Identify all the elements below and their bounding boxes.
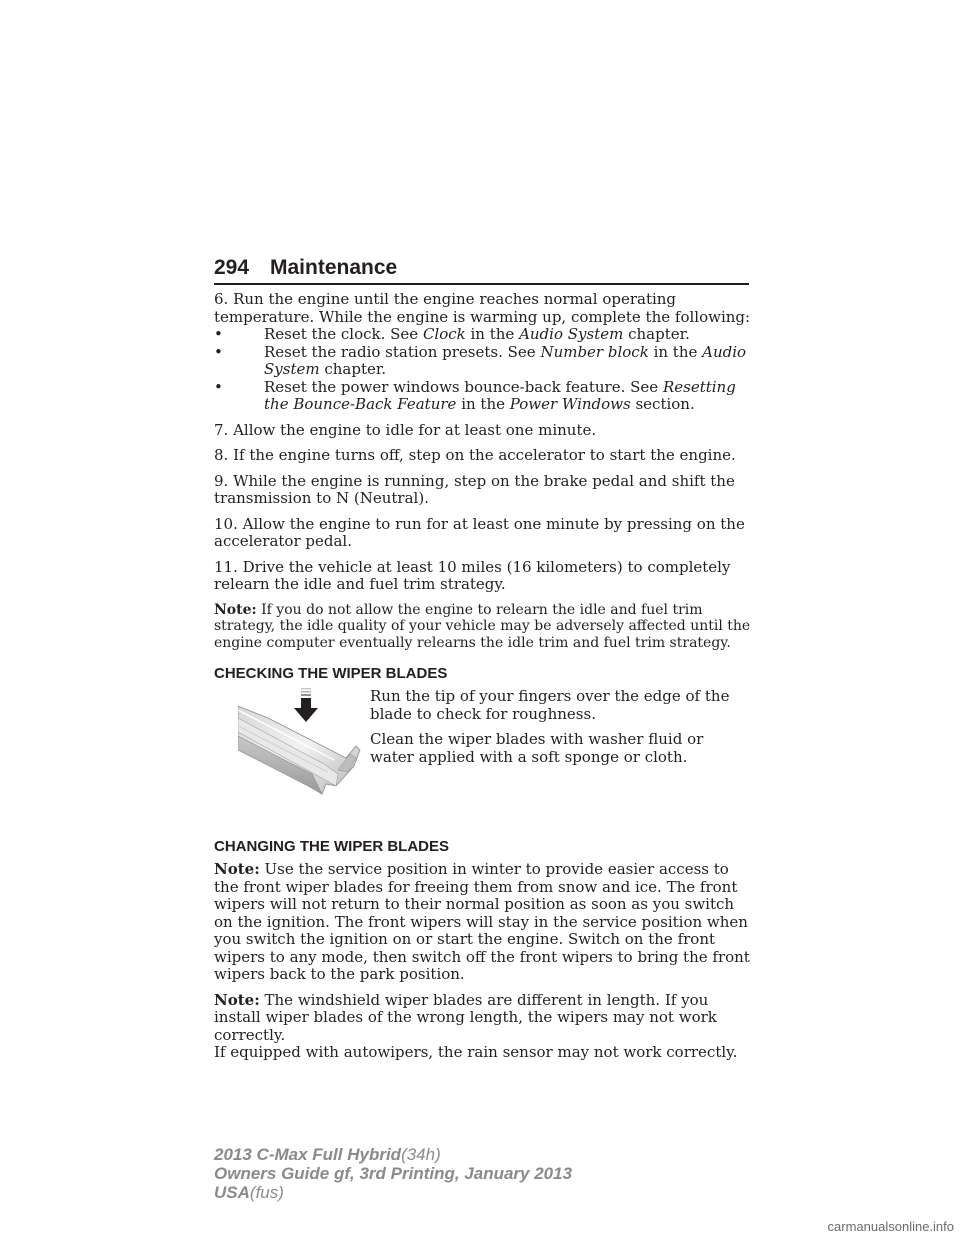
heading-changing-wiper-blades: CHANGING THE WIPER BLADES [214, 838, 450, 855]
note-label: Note: [214, 601, 257, 618]
ref-bounce-back: Resetting the Bounce-Back Feature [264, 377, 736, 413]
note-label: Note: [214, 990, 260, 1009]
header-rule [214, 283, 749, 285]
footer-line-1: 2013 C-Max Full Hybrid(34h) [214, 1145, 441, 1164]
note-service-position [214, 861, 754, 984]
note-label: Note: [214, 860, 260, 878]
footer [214, 1145, 572, 1202]
autowipers-note: If equipped with autowipers, the rain sensor may not work correctly. [214, 1043, 738, 1061]
note-blade-length [214, 992, 754, 1045]
ref-audio-system: Audio System [264, 342, 747, 378]
checking-p1: Run the tip of your fingers over the edge of the blade to check for roughness. [370, 687, 730, 723]
step-7: 7. Allow the engine to idle for at least one minute. [214, 420, 597, 439]
step-10: 10. Allow the engine to run for at least one minute by pressing on the accelerator pedal. [214, 514, 745, 550]
note-text: Use the service position in winter to provide easier access to the front wiper blades for freeing them from snow and ice. The front wipers will not return to their normal position as soon as you switch on the ignition. The front wipers will stay in the service position when you switch the ignition on or start the engine. Switch on the front wipers to any mode, then switch off the front wipers to bring the front wipers back to the park position. [214, 860, 750, 983]
page-number: 294 [214, 256, 250, 279]
bullet-dot: • [214, 377, 223, 396]
ref-number-block: Number block [540, 342, 649, 361]
step-6: 6. Run the engine until the engine reaches normal operating temperature. While the engine is warming up, complete the following: [214, 290, 751, 326]
note-text: The windshield wiper blades are different in length. If you install wiper blades of the wrong length, the wipers may not work correctly. [214, 990, 717, 1044]
step-11: 11. Drive the vehicle at least 10 miles (16 kilometers) to completely relearn the idle and fuel trim strategy. [214, 557, 731, 593]
note-text: If you do not allow the engine to relearn the idle and fuel trim strategy, the idle quality of your vehicle may be adversely affected until the engine computer eventually relearns the idle trim and fuel trim strategy. [214, 601, 751, 651]
footer-line-3: USA(fus) [214, 1183, 284, 1202]
note-relearn [214, 602, 754, 652]
ref-clock: Clock [422, 325, 466, 343]
ref-audio-system: Audio System [519, 325, 624, 343]
checking-p2: Clean the wiper blades with washer fluid or water applied with a soft sponge or cloth. [370, 730, 704, 766]
page-content [214, 291, 754, 1062]
down-arrow-icon [294, 688, 318, 724]
section-title: Maintenance [270, 256, 398, 279]
bullet-dot: • [214, 342, 223, 361]
step-9: 9. While the engine is running, step on the brake pedal and shift the transmission to N (Neutral). [214, 471, 735, 507]
footer-line-2: Owners Guide gf, 3rd Printing, January 2013 [214, 1164, 573, 1183]
step-8: 8. If the engine turns off, step on the accelerator to start the engine. [214, 446, 736, 464]
bullet-reset-clock: • Reset the clock. See Clock in the Audio System chapter. [214, 325, 690, 343]
bullet-reset-radio: • Reset the radio station presets. See Number block in the Audio System chapter. [214, 342, 747, 378]
bullet-dot: • [214, 325, 223, 343]
ref-power-windows: Power Windows [509, 395, 631, 413]
heading-checking-wiper-blades: CHECKING THE WIPER BLADES [214, 665, 448, 682]
bullet-reset-windows: • Reset the power windows bounce-back feature. See Resetting the Bounce-Back Feature in the Power Windows section. [214, 377, 736, 413]
checking-text [370, 688, 750, 774]
watermark: carmanualsonline.info [827, 1219, 954, 1234]
checking-section [214, 688, 754, 838]
